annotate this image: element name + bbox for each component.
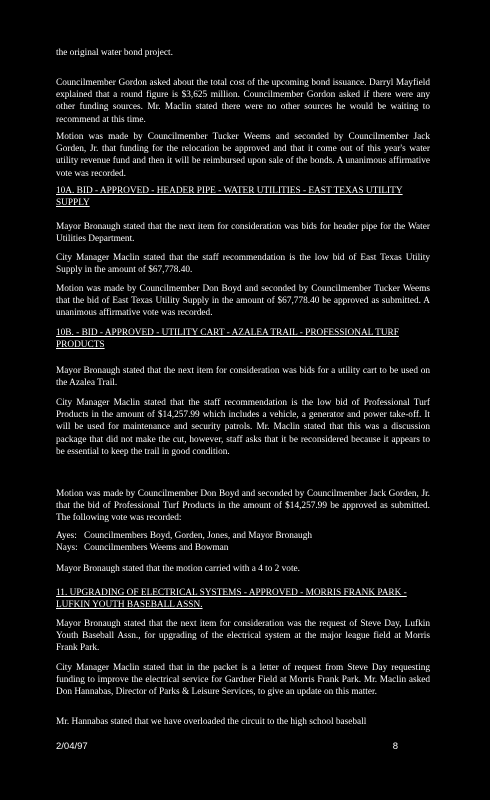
nays-line <box>56 542 430 554</box>
heading-item-10b-text: 10B. - BID - APPROVED - UTILITY CART - AZALEA TRAIL - PROFESSIONAL TURF PRODUCTS <box>56 328 399 351</box>
paragraph-header-pipe-recommendation: City Manager Maclin stated that the staff recommendation is the low bid of East Texas Utility Supply in the amount of $67,778.40. <box>56 253 430 276</box>
footer-date: 2/04/97 <box>56 741 88 752</box>
page-footer <box>56 741 398 752</box>
heading-item-11-text: 11. UPGRADING OF ELECTRICAL SYSTEMS - APPROVED - MORRIS FRANK PARK - LUFKIN YOUTH BASEBALL ASSN. <box>56 588 407 611</box>
heading-item-11 <box>56 587 430 611</box>
carryover-line: the original water bond project. <box>56 48 173 58</box>
heading-item-10a <box>56 185 430 209</box>
paragraph-electrical-letter: City Manager Maclin stated that in the packet is a letter of request from Steve Day requesting funding to improve the electrical service for Gardner Field at Morris Frank Park. Mr. Maclin asked Don Hannabas, Director of Parks & Leisure Services, to give an update on this matter. <box>56 663 430 698</box>
paragraph-electrical-intro: Mayor Bronaugh stated that the next item for consideration was the request of Steve Day, Lufkin Youth Baseball Assn., for upgrading of the electrical system at the major league field at Morris Frank Park. <box>56 619 430 654</box>
heading-item-10a-text: 10A. BID - APPROVED - HEADER PIPE - WATER UTILITIES - EAST TEXAS UTILITY SUPPLY <box>56 186 403 209</box>
vote-record <box>56 530 430 554</box>
paragraph-utility-cart-intro: Mayor Bronaugh stated that the next item for consideration was bids for a utility cart to be used on the Azalea Trail. <box>56 366 430 389</box>
paragraph-utility-cart-motion: Motion was made by Councilmember Don Boyd and seconded by Councilmember Jack Gorden, Jr. that the bid of Professional Turf Products in the amount of $14,257.99 be approved as submitted. The following vote was recorded: <box>56 489 430 524</box>
paragraph-header-pipe-motion: Motion was made by Councilmember Don Boyd and seconded by Councilmember Tucker Weems that the bid of East Texas Utility Supply in the amount of $67,778.40 be approved as submitted. A unanimous affirmative vote was recorded. <box>56 284 430 319</box>
ayes-line <box>56 530 430 542</box>
ayes-text: Councilmembers Boyd, Gorden, Jones, and Mayor Bronaugh <box>84 531 312 541</box>
paragraph-vote-result: Mayor Bronaugh stated that the motion carried with a 4 to 2 vote. <box>56 564 300 574</box>
nays-text: Councilmembers Weems and Bowman <box>84 543 229 554</box>
paragraph-bond-cost: Councilmember Gordon asked about the total cost of the upcoming bond issuance. Darryl Mayfield explained that a round figure is $3,625 million. Councilmember Gordon asked if there were any other funding sources. Mr. Maclin stated there were no other sources he would be waiting to recommend at this time. <box>56 78 430 125</box>
paragraph-hannabas: Mr. Hannabas stated that we have overloaded the circuit to the high school baseball <box>56 717 367 727</box>
footer-page-number: 8 <box>392 741 398 752</box>
paragraph-motion-relocation: Motion was made by Councilmember Tucker Weems and seconded by Councilmember Jack Gorden, Jr. that funding for the relocation be approved and that it come out of this year's water utility revenue fund and then it will be reimbursed upon sale of the bonds. A unanimous affirmative vote was recorded. <box>56 132 430 179</box>
ayes-label: Ayes: <box>56 531 77 541</box>
paragraph-utility-cart-recommendation: City Manager Maclin stated that the staff recommendation is the low bid of Professional Turf Products in the amount of $14,257.99 which includes a vehicle, a generator and power take-off. It will be used for maintenance and security patrols. Mr. Maclin stated that this was a discussion package that did not make the cut, however, staff asks that it be reconsidered because it appears to be essential to keep the trail in good condition. <box>56 398 430 457</box>
paragraph-header-pipe-intro: Mayor Bronaugh stated that the next item for consideration was bids for header pipe for the Water Utilities Department. <box>56 222 430 245</box>
heading-item-10b <box>56 327 430 351</box>
nays-label: Nays: <box>56 543 78 554</box>
